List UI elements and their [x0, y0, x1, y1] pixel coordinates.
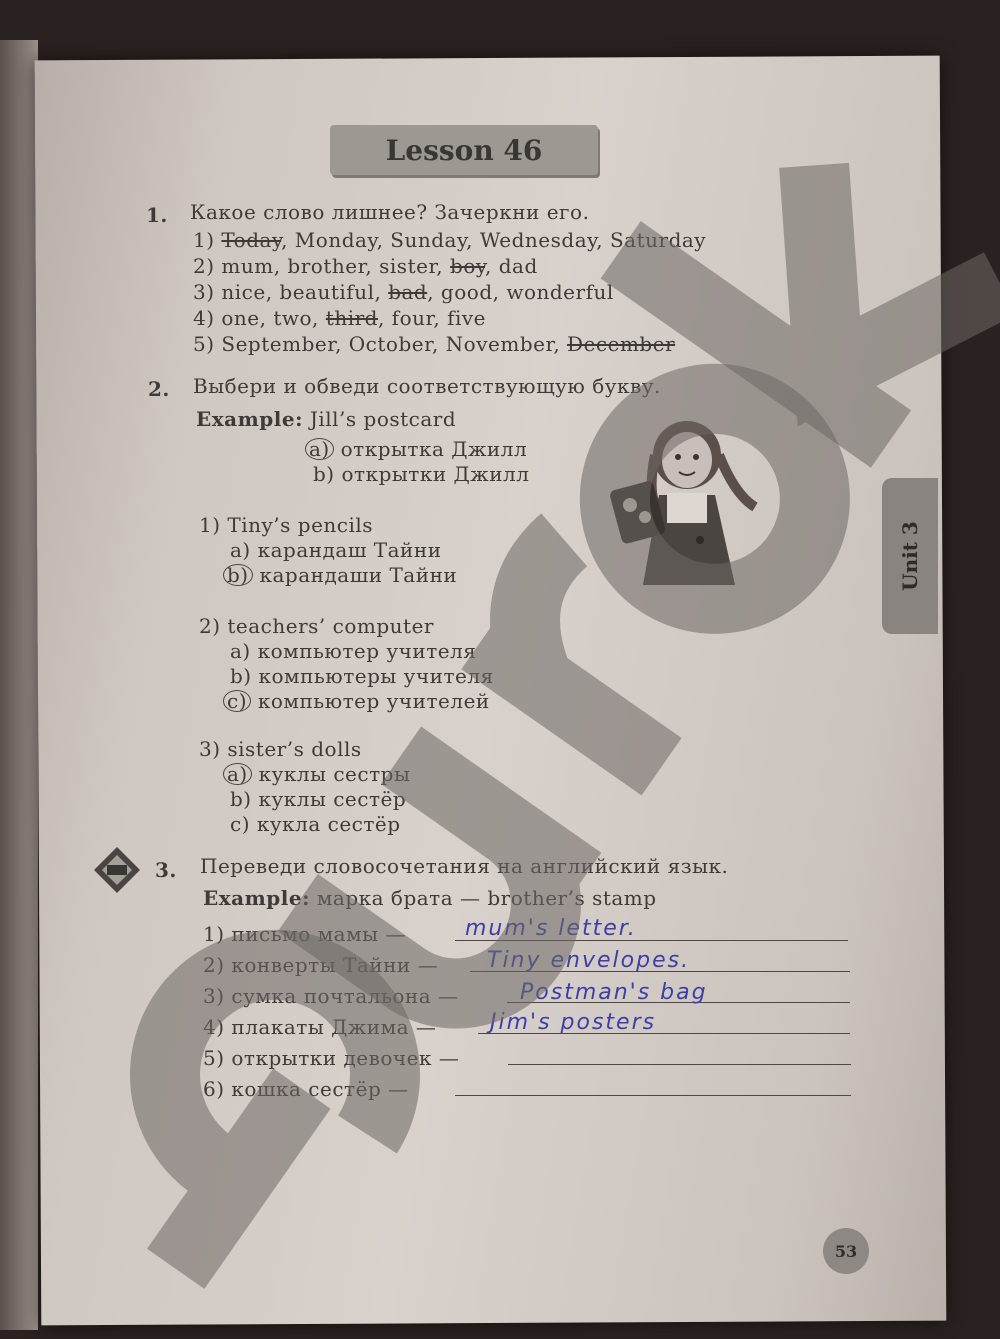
struck-word: boy — [450, 254, 486, 278]
ex1-line: 1) Today, Monday, Sunday, Wednesday, Saturday — [193, 228, 707, 252]
ex1-line: 4) one, two, third, four, five — [193, 306, 487, 330]
handwritten-answer: mum's letter. — [465, 916, 637, 941]
ex2-q2-opt-a: a) компьютер учителя — [230, 639, 477, 663]
ex3-item-label: 2) конверты Тайни — — [203, 953, 439, 977]
ex1-line: 5) September, October, November, December — [193, 332, 676, 356]
ex2-q1-opt-b: b) карандаши Тайни — [223, 563, 457, 587]
ex3-example: Example: марка брата — brother’s stamp — [203, 886, 657, 910]
left-page-edge — [0, 40, 38, 1330]
ex2-instruction: Выбери и обведи соответствующую букву. — [193, 374, 661, 398]
ex2-q3-opt-a: a) куклы сестры — [223, 762, 410, 786]
girl-illustration — [595, 415, 780, 595]
ex2-q1-stem: 1) Tiny’s pencils — [199, 513, 374, 537]
struck-word: December — [567, 332, 676, 356]
unit-tab: Unit 3 — [882, 478, 938, 634]
pencil-box-icon — [92, 845, 142, 895]
ex2-q3-stem: 3) sister’s dolls — [199, 737, 362, 761]
ex2-q3-opt-b: b) куклы сестёр — [230, 787, 407, 811]
ex2-q2-opt-c: c) компьютер учителей — [223, 689, 490, 713]
ex2-example-opt-a: a) открытка Джилл — [305, 437, 527, 461]
ex1-line: 2) mum, brother, sister, boy, dad — [193, 254, 538, 278]
handwritten-answer: Jim's posters — [490, 1010, 657, 1035]
struck-word: third — [325, 306, 378, 330]
handwritten-answer: Postman's bag — [520, 980, 708, 1005]
ex3-item-label: 1) письмо мамы — — [203, 922, 406, 946]
ex3-item-label: 3) сумка почтальона — — [203, 984, 459, 1008]
ex3-item-label: 6) кошка сестёр — — [203, 1077, 409, 1101]
ex3-instruction: Переведи словосочетания на английский язык. — [200, 854, 729, 878]
ex1-number: 1. — [146, 203, 168, 227]
ex2-q1-opt-a: a) карандаш Тайни — [230, 538, 442, 562]
struck-word: bad — [388, 280, 428, 304]
page-number: 53 — [823, 1228, 869, 1274]
ex2-q2-opt-b: b) компьютеры учителя — [230, 664, 494, 688]
ex3-item-label: 4) плакаты Джима — — [203, 1015, 437, 1039]
answer-line — [455, 1095, 851, 1096]
answer-line — [508, 1064, 851, 1065]
ex2-number: 2. — [148, 377, 170, 401]
lesson-title: Lesson 46 — [330, 125, 598, 175]
ex1-line: 3) nice, beautiful, bad, good, wonderful — [193, 280, 614, 304]
ex3-item-label: 5) открытки девочек — — [203, 1046, 460, 1070]
ex2-q3-opt-c: c) кукла сестёр — [230, 812, 401, 836]
struck-word: Today — [221, 228, 282, 252]
ex2-example-opt-b: b) открытки Джилл — [313, 462, 530, 486]
handwritten-answer: Tiny envelopes. — [487, 948, 691, 973]
ex3-number: 3. — [155, 858, 177, 882]
ex2-example: Example: Jill’s postcard — [196, 407, 457, 431]
ex2-q2-stem: 2) teachers’ computer — [199, 614, 434, 638]
ex1-instruction: Какое слово лишнее? Зачеркни его. — [190, 200, 590, 224]
